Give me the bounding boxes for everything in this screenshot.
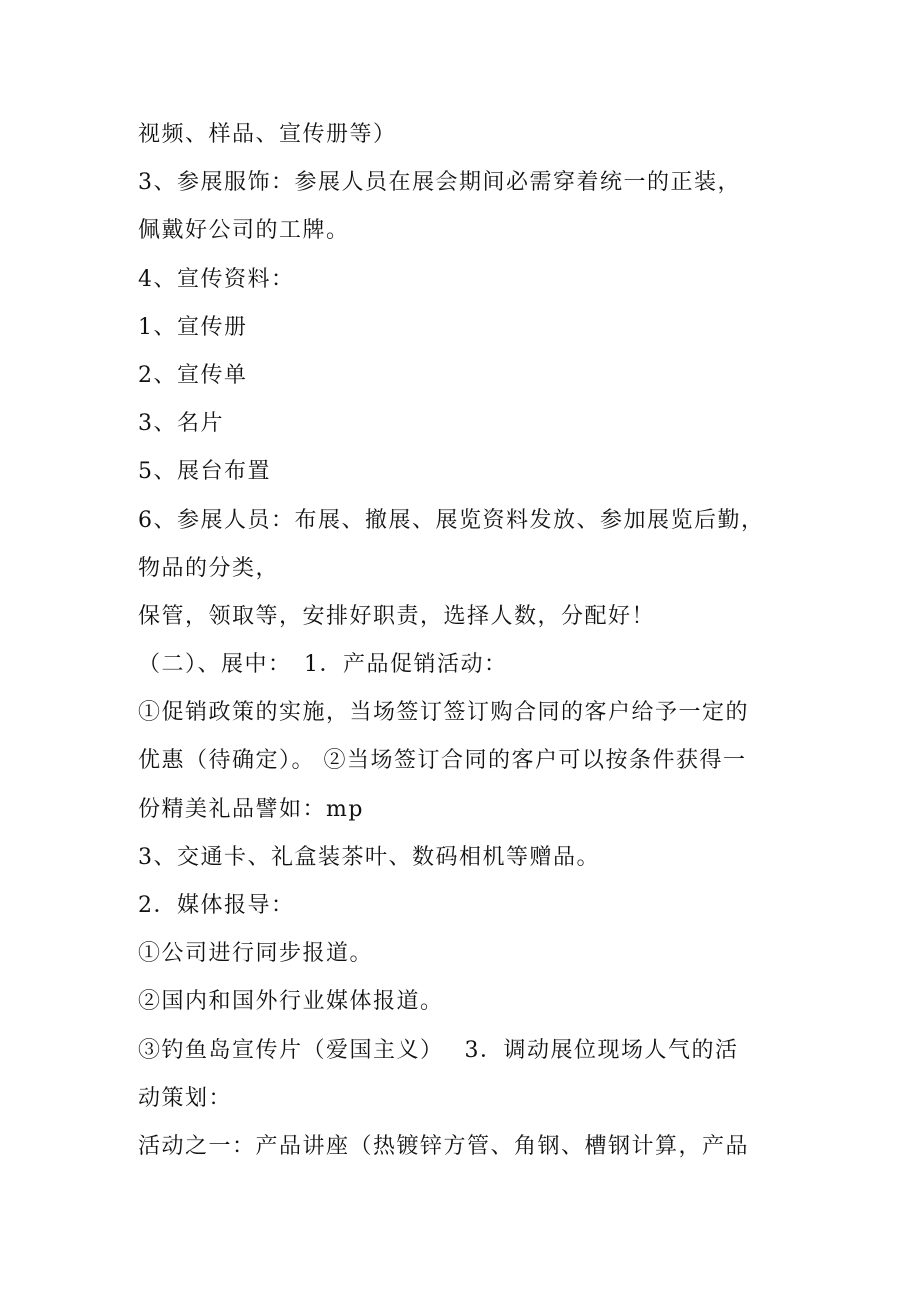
text-line: 3、名片 xyxy=(138,411,224,437)
text-line: 2．媒体报导： xyxy=(138,893,295,918)
text-line: 6、参展人员：布展、撤展、展览资料发放、参加展览后勤， xyxy=(138,507,765,533)
text-line: 1、宣传册 xyxy=(138,314,248,340)
text-line: 3、交通卡、礼盒装茶叶、数码相机等赠品。 xyxy=(138,844,600,870)
text-line: 活动之一：产品讲座（热镀锌方管、角钢、槽钢计算，产品 xyxy=(138,1133,750,1159)
text-line: ③钓鱼岛宣传片（爱国主义） 3．调动展位现场人气的活 xyxy=(138,1037,739,1063)
text-line: 2、宣传单 xyxy=(138,362,248,388)
text-line: 5、展台布置 xyxy=(138,459,271,485)
text-line: （二）、展中： 1．产品促销活动： xyxy=(138,652,508,678)
text-line: 3、参展服饰：参展人员在展会期间必需穿着统一的正装， xyxy=(138,170,741,196)
text-line: ②国内和国外行业媒体报道。 xyxy=(138,989,444,1015)
document-body xyxy=(138,111,818,1171)
text-line: 佩戴好公司的工牌。 xyxy=(138,218,350,244)
text-line: 4、宣传资料： xyxy=(138,266,295,292)
text-line: 保管，领取等，安排好职责，选择人数，分配好！ xyxy=(138,603,656,629)
text-line: 视频、样品、宣传册等） xyxy=(138,122,397,147)
text-line: 份精美礼品譬如：mp xyxy=(138,796,364,822)
text-line: 优惠（待确定）。 ②当场签订合同的客户可以按条件获得一 xyxy=(138,748,747,774)
text-line: 物品的分类， xyxy=(138,555,280,581)
text-line: ①公司进行同步报道。 xyxy=(138,941,374,967)
text-line: 动策划： xyxy=(138,1085,233,1111)
text-line: ①促销政策的实施，当场签订签订购合同的客户给予一定的 xyxy=(138,700,750,726)
